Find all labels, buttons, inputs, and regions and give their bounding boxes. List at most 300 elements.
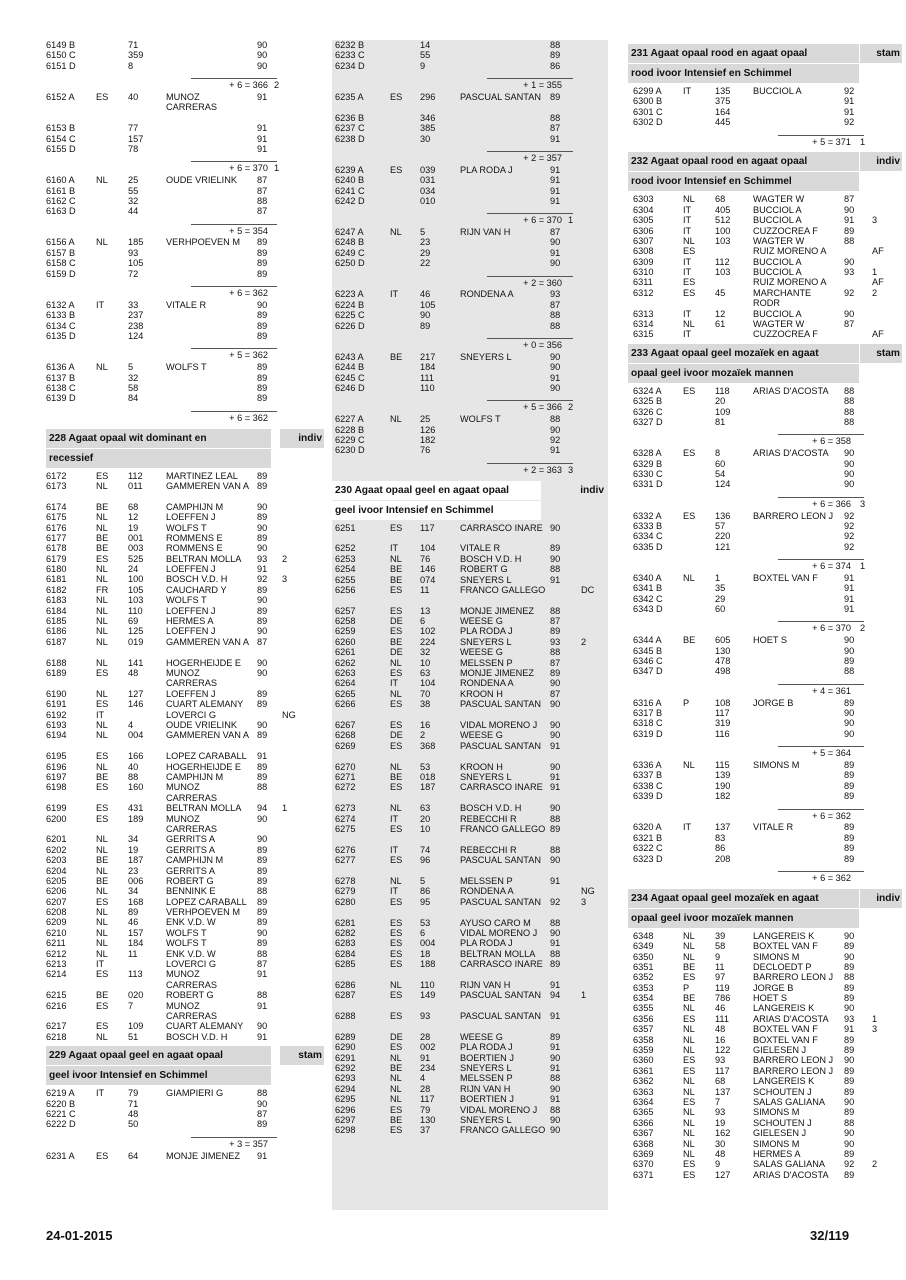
total-points: + 5 = 364 [812,748,851,759]
bird-number: 89 [420,320,431,331]
ring-number: 6189 [46,668,67,679]
entry-row [332,730,608,740]
entry-row [46,40,316,50]
bird-number: 034 [420,185,436,196]
score: 90 [844,308,855,319]
bird-number: 24 [128,564,139,575]
total-rule [191,224,277,225]
bird-number: 48 [715,1148,726,1159]
bird-number: 512 [715,215,731,226]
entry-row [46,668,316,689]
score: 89 [257,331,268,342]
ring-number: 6202 [46,844,67,855]
ring-number: 6332 A [633,510,662,521]
total-rank: 2 [568,402,574,413]
score: 91 [550,1011,561,1022]
score: 87 [550,616,561,627]
score: 91 [257,751,268,762]
entry-row [46,917,316,927]
ring-number: 6369 [633,1148,654,1159]
bird-number: 64 [128,1150,139,1161]
score: 89 [257,730,268,741]
bird-number: 115 [715,760,730,770]
country-code: ES [390,1104,403,1115]
bird-number: 55 [420,50,431,61]
entry-row [332,40,608,50]
bird-number: 168 [128,896,144,907]
entry-row [628,760,902,770]
country-code: ES [683,448,696,459]
breeder-name: SALAS GALIANA [753,1096,826,1107]
score: 89 [844,843,855,854]
score: 90 [257,299,268,310]
breeder-name: BELTRAN MOLLA [460,948,536,959]
entry-row [628,1076,902,1086]
ring-number: 6153 B [46,123,76,134]
entry-row [46,237,316,247]
ring-number: 6346 C [633,656,663,667]
entry-row [332,445,608,455]
country-code: ES [96,813,109,824]
ring-number: 6261 [335,647,356,658]
bird-number: 126 [420,424,436,435]
ring-number: 6266 [335,699,356,710]
ring-number: 6300 B [633,96,663,107]
ring-number: 6296 [335,1104,356,1115]
entry-row [332,720,608,730]
entry-row [332,772,608,782]
breeder-name: CAMPHIJN M [166,855,224,866]
entry-row [46,866,316,876]
bird-number: 58 [128,382,139,393]
country-code: NL [96,522,108,533]
entry-row [628,309,902,319]
bird-number: 48 [128,668,139,679]
team-total [46,404,316,425]
bird-number: 445 [715,117,731,128]
entry-row [332,352,608,362]
ring-number: 6229 C [335,434,365,445]
country-code: ES [390,584,403,595]
country-code: ES [683,1169,696,1180]
score: 90 [257,668,268,679]
breeder-name: PLA RODA J [460,1042,513,1053]
bird-number: 32 [128,195,139,206]
ring-number: 6359 [633,1045,654,1056]
score: 90 [844,708,855,719]
breeder-name: BARRERO LEON J [753,972,834,983]
entry-row [46,523,316,533]
bird-number: 7 [128,1000,134,1011]
entry-row [628,226,902,236]
breeder-name: ROBERT G [166,875,214,886]
score: 90 [257,813,268,824]
score: 90 [550,522,561,533]
score: 90 [257,719,268,730]
bird-number: 46 [128,917,139,928]
bird-number: 22 [420,258,431,269]
score: 88 [257,782,268,793]
breeder-name: GIELESEN J [753,1128,807,1139]
breeder-name: MUNOZ CARRERAS [166,91,218,113]
team-total [628,552,902,573]
ring-number: 6288 [335,1011,356,1022]
breeder-name: LOPEZ CARABALL [166,751,247,762]
score: 92 [844,117,855,128]
country-code: BE [390,1063,403,1074]
breeder-name: MONJE JIMENEZ [460,668,535,679]
score: 93 [257,553,268,564]
score: 89 [257,470,268,481]
ring-number: 6178 [46,543,67,554]
country-code: NL [683,1034,695,1045]
ring-number: 6213 [46,959,67,970]
bird-number: 074 [420,574,436,585]
bird-number: 117 [420,522,435,533]
ring-number: 6267 [335,720,356,730]
bird-number: 23 [128,865,139,876]
ring-number: 6221 C [46,1108,76,1119]
breeder-name: SNEYERS L [460,574,512,585]
team-total [628,128,902,149]
breeder-name: RONDENA A [460,289,514,300]
bird-number: 139 [715,770,731,781]
score: 89 [550,668,561,679]
bird-number: 004 [420,938,436,949]
prize-rank: 2 [872,1159,878,1170]
bird-number: 30 [420,133,431,144]
entry-row [628,117,902,127]
entry-row [628,215,902,225]
score: 91 [257,1031,268,1042]
ring-number: 6306 [633,225,654,236]
entry-row [332,990,608,1011]
country-code: ES [683,1159,696,1170]
score: 91 [550,1063,561,1074]
score: 89 [257,237,268,248]
breeder-name: BELTRAN MOLLA [166,803,242,814]
score: 90 [550,382,561,393]
entry-row [628,583,902,593]
breeder-name: SCHOUTEN J [753,1117,812,1128]
score: 89 [844,1107,855,1118]
entry-row [628,854,902,864]
entry-row [46,269,316,279]
ring-number: 6223 A [335,289,364,300]
breeder-name: BARRERO LEON J [753,1055,834,1066]
bird-number: 109 [715,406,731,417]
entry-row [332,1011,608,1032]
bird-number: 63 [420,668,431,679]
score: 89 [844,1076,855,1087]
total-points: + 6 = 362 [229,412,268,423]
breeder-name: BUCCIOL A [753,256,802,267]
total-rule [778,497,864,498]
score: 89 [550,543,561,554]
ring-number: 6324 A [633,385,662,396]
bird-number: 79 [128,1088,139,1099]
score: 92 [550,896,561,907]
entry-row [46,626,316,636]
score: 90 [844,204,855,215]
ring-number: 6173 [46,480,67,491]
score: 88 [550,414,561,425]
entry-row [46,772,316,782]
country-code: NL [683,1138,695,1149]
score: 91 [844,215,855,226]
score: 89 [257,616,268,627]
entry-row [46,751,316,761]
ring-number: 6262 [335,657,356,668]
entry-row [628,822,902,832]
country-code: IT [683,267,692,278]
class-type: indiv [860,152,902,171]
ring-number: 6325 B [633,396,663,407]
breeder-name: LOVERCI G [166,959,217,970]
entry-row [628,972,902,982]
entry-row [46,637,316,658]
entry-row [46,471,316,481]
ring-number: 6204 [46,865,67,876]
breeder-name: VITALE R [166,299,207,310]
total-rule [487,338,573,339]
entry-row [628,781,902,791]
breeder-name: VIDAL MORENO J [460,1104,538,1115]
ring-number: 6219 A [46,1088,75,1099]
bird-number: 86 [420,886,431,897]
score: 90 [257,40,268,50]
country-code: IT [96,959,105,970]
country-code: BE [96,855,109,866]
total-rule [487,213,573,214]
score: 91 [550,372,561,383]
bird-number: 78 [128,143,139,154]
class-type: indiv [860,889,902,908]
breeder-name: LOPEZ CARABALL [166,896,247,907]
score: 90 [550,855,561,866]
score: 88 [550,1073,561,1084]
breeder-name: CAUCHARD Y [166,584,227,595]
entry-row [628,1097,902,1107]
bird-number: 112 [715,256,730,267]
entry-row [628,386,902,396]
bird-number: 48 [128,1108,139,1119]
total-points: + 3 = 357 [229,1138,268,1149]
bird-number: 51 [128,1031,139,1042]
score: 90 [257,1098,268,1109]
entry-row [628,194,902,204]
total-rule [191,78,277,79]
entry-row [332,310,608,320]
class-title: 229 Agaat opaal geel en agaat opaal [46,1046,271,1065]
entry-row [46,782,316,803]
score: 88 [550,948,561,959]
ring-number: 6177 [46,532,67,543]
total-points: + 6 = 374 [812,561,851,572]
score: 91 [550,247,561,258]
country-code: ES [390,1011,403,1022]
score: 90 [550,803,561,814]
breeder-name: ARIAS D'ACOSTA [753,385,829,396]
entry-row [46,969,316,990]
entry-row [46,481,316,502]
score: 89 [257,247,268,258]
score: 89 [844,770,855,781]
score: 90 [257,834,268,845]
country-code: NL [96,237,108,248]
entry-row [46,123,316,133]
score: 89 [257,512,268,523]
bird-number: 136 [715,510,731,521]
score: 88 [844,396,855,407]
total-rank: 3 [568,464,574,475]
bird-number: 10 [420,823,431,834]
score: 88 [844,235,855,246]
country-code: NL [390,875,402,886]
score: 88 [844,406,855,417]
country-code: DE [390,730,403,741]
bird-number: 11 [128,948,138,959]
ring-number: 6315 [633,329,654,340]
ring-number: 6278 [335,875,356,886]
class-subtitle: recessief [46,449,271,468]
score: 90 [550,424,561,435]
total-rule [487,151,573,152]
ring-number: 6244 B [335,362,365,373]
breeder-name: MONJE JIMENEZ [166,1150,241,1161]
breeder-name: VITALE R [753,822,794,833]
class-type: stam [280,1046,324,1065]
country-code: IT [683,822,692,833]
total-points: + 0 = 356 [523,340,562,351]
country-code: ES [96,699,109,710]
bird-number: 124 [128,331,144,342]
score: 89 [257,362,268,373]
score: 87 [550,688,561,699]
ring-number: 6197 [46,771,67,782]
entry-row [332,61,608,71]
country-code: NL [96,657,108,668]
breeder-name: RIJN VAN H [460,1083,511,1094]
bird-number: 405 [715,204,731,215]
score: 89 [844,1148,855,1159]
entry-row [628,257,902,267]
total-rank: 3 [860,498,866,509]
ring-number: 6362 [633,1076,654,1087]
country-code: ES [683,1013,696,1024]
country-code: NL [683,930,695,941]
entry-row [46,845,316,855]
country-code: NL [96,605,108,616]
bird-number: 121 [715,541,731,552]
total-rule [778,684,864,685]
breeder-name: CARRASCO INARE [460,522,543,533]
score: 89 [257,896,268,907]
breeder-name: LANGEREIS K [753,1076,815,1087]
breeder-name: JORGE B [753,697,794,708]
country-code: NL [96,616,108,627]
ring-number: 6226 D [335,320,365,331]
country-code: BE [390,636,403,647]
ring-number: 6194 [46,730,67,741]
bird-number: 34 [128,886,139,897]
team-total [628,677,902,698]
entry-row [332,1073,608,1083]
total-points: + 5 = 362 [229,350,268,361]
class-title: 228 Agaat opaal wit dominant en [46,429,271,448]
team-total [332,393,608,414]
breeder-name: BOSCH V.D. H [460,803,522,814]
bird-number: 46 [420,289,431,300]
score: 91 [550,782,561,793]
total-rule [778,871,864,872]
team-total [332,144,608,165]
entry-row [332,543,608,553]
entry-row [628,448,902,458]
breeder-name: MARTINEZ LEAL [166,470,238,481]
bird-number: 146 [420,564,436,575]
breeder-name: MUNOZ CARRERAS [166,668,218,689]
ring-number: 6133 B [46,310,76,321]
total-rule [778,621,864,622]
bird-number: 90 [420,310,431,321]
country-code: ES [683,1055,696,1066]
country-code: ES [390,896,403,907]
country-code: NL [96,480,108,491]
breeder-name: WAGTER W [753,194,805,205]
country-code: NL [683,1086,695,1097]
entry-row [628,1035,902,1045]
score: 90 [257,522,268,533]
entry-row [46,310,316,320]
bird-number: 8 [128,60,134,71]
ring-number: 6287 [335,990,356,1001]
total-rule [487,78,573,79]
ring-number: 6238 D [335,133,365,144]
bird-number: 37 [420,1125,431,1136]
bird-number: 6 [420,927,426,938]
total-rule [191,286,277,287]
ring-number: 6181 [46,574,67,585]
score: 89 [550,959,561,970]
score: 88 [550,40,561,50]
country-code: NL [390,1052,402,1063]
ring-number: 6149 B [46,40,76,50]
breeder-name: ARIAS D'ACOSTA [753,448,829,459]
bird-number: 137 [715,1086,731,1097]
ring-number: 6317 B [633,708,663,719]
bird-number: 53 [420,917,431,928]
total-points: + 6 = 370 [523,215,562,226]
ring-number: 6207 [46,896,67,907]
breeder-name: WAGTER W [753,235,805,246]
entry-row [628,843,902,853]
class-title: 234 Agaat opaal geel mozaïek en agaat [628,889,859,908]
prize-rank: AF [872,277,884,288]
class-subtitle: rood ivoor Intensief en Schimmel [628,64,859,83]
bird-number: 77 [128,123,139,134]
bird-number: 188 [420,959,436,970]
breeder-name: MELSSEN P [460,1073,513,1084]
ring-number: 6192 [46,709,67,720]
total-points: + 2 = 357 [523,152,562,163]
score: 88 [257,195,268,206]
score: 89 [844,225,855,236]
ring-number: 6258 [335,616,356,627]
score: 91 [550,771,561,782]
entry-row [332,165,608,175]
ring-number: 6157 B [46,247,76,258]
